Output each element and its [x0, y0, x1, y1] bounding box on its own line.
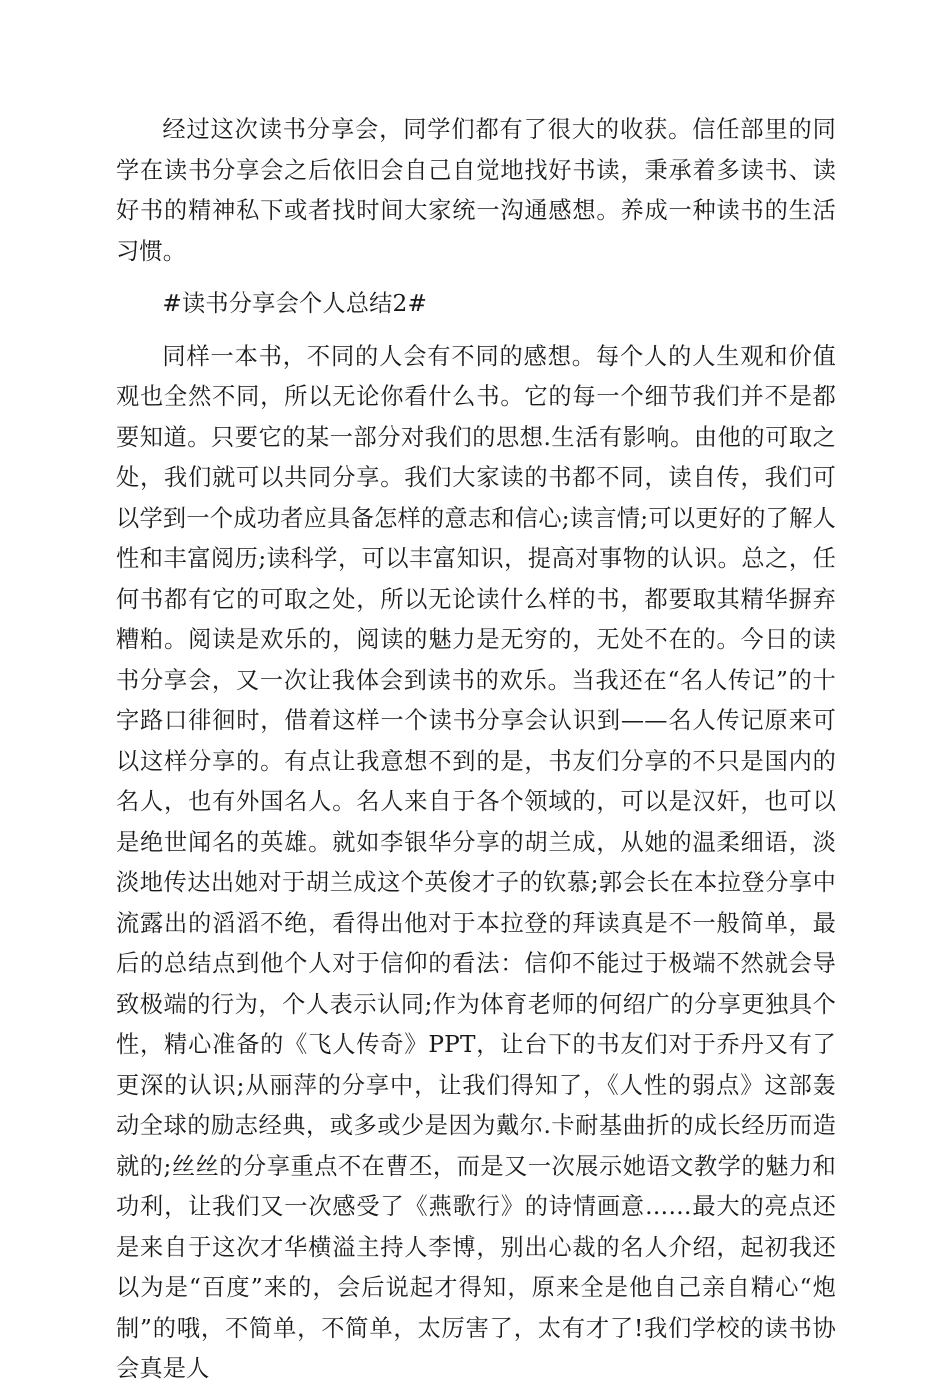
section-heading-summary-2: #读书分享会个人总结2# — [162, 290, 428, 317]
paragraph-reading-gains: 经过这次读书分享会，同学们都有了很大的收获。信任部里的同学在读书分享会之后依旧会自己自觉地找好书读，秉承着多读书、读好书的精神私下或者找时间大家统一沟通感想。养成一种读书的生活习惯。 — [116, 116, 836, 265]
document-body — [116, 110, 836, 1390]
paragraph-same-book-different-thoughts: 同样一本书，不同的人会有不同的感想。每个人的人生观和价值观也全然不同，所以无论你看什么书。它的每一个细节我们并不是都要知道。只要它的某一部分对我们的思想.生活有影响。由他的可取之处，我们就可以共同分享。我们大家读的书都不同，读自传，我们可以学到一个成功者应具备怎样的意志和信心;读言情;可以更好的了解人性和丰富阅历;读科学，可以丰富知识，提高对事物的认识。总之，任何书都有它的可取之处，所以无论读什么样的书，都要取其精华摒弃糟粕。阅读是欢乐的，阅读的魅力是无穷的，无处不在的。今日的读书分享会，又一次让我体会到读书的欢乐。当我还在“名人传记”的十字路口徘徊时，借着这样一个读书分享会认识到——名人传记原来可以这样分享的。有点让我意想不到的是，书友们分享的不只是国内的名人，也有外国名人。名人来自于各个领域的，可以是汉奸，也可以是绝世闻名的英雄。就如李银华分享的胡兰成，从她的温柔细语，淡淡地传达出她对于胡兰成这个英俊才子的钦慕;郭会长在本拉登分享中流露出的滔滔不绝，看得出他对于本拉登的拜读真是不一般简单，最后的总结点到他个人对于信仰的看法：信仰不能过于极端不然就会导致极端的行为，个人表示认同;作为体育老师的何绍广的分享更独具个性，精心准备的《飞人传奇》PPT，让台下的书友们对于乔丹又有了更深的认识;从丽萍的分享中，让我们得知了，《人性的弱点》这部轰动全球的励志经典，或多或少是因为戴尔.卡耐基曲折的成长经历而造就的;丝丝的分享重点不在曹丕，而是又一次展示她语文教学的魅力和功利，让我们又一次感受了《燕歌行》的诗情画意……最大的亮点还是来自于这次才华横溢主持人李博，别出心裁的名人介绍，起初我还以为是“百度”来的，会后说起才得知，原来全是他自己亲自精心“炮制”的哦，不简单，不简单，太厉害了，太有才了!我们学校的读书协会真是人 — [116, 342, 836, 1382]
